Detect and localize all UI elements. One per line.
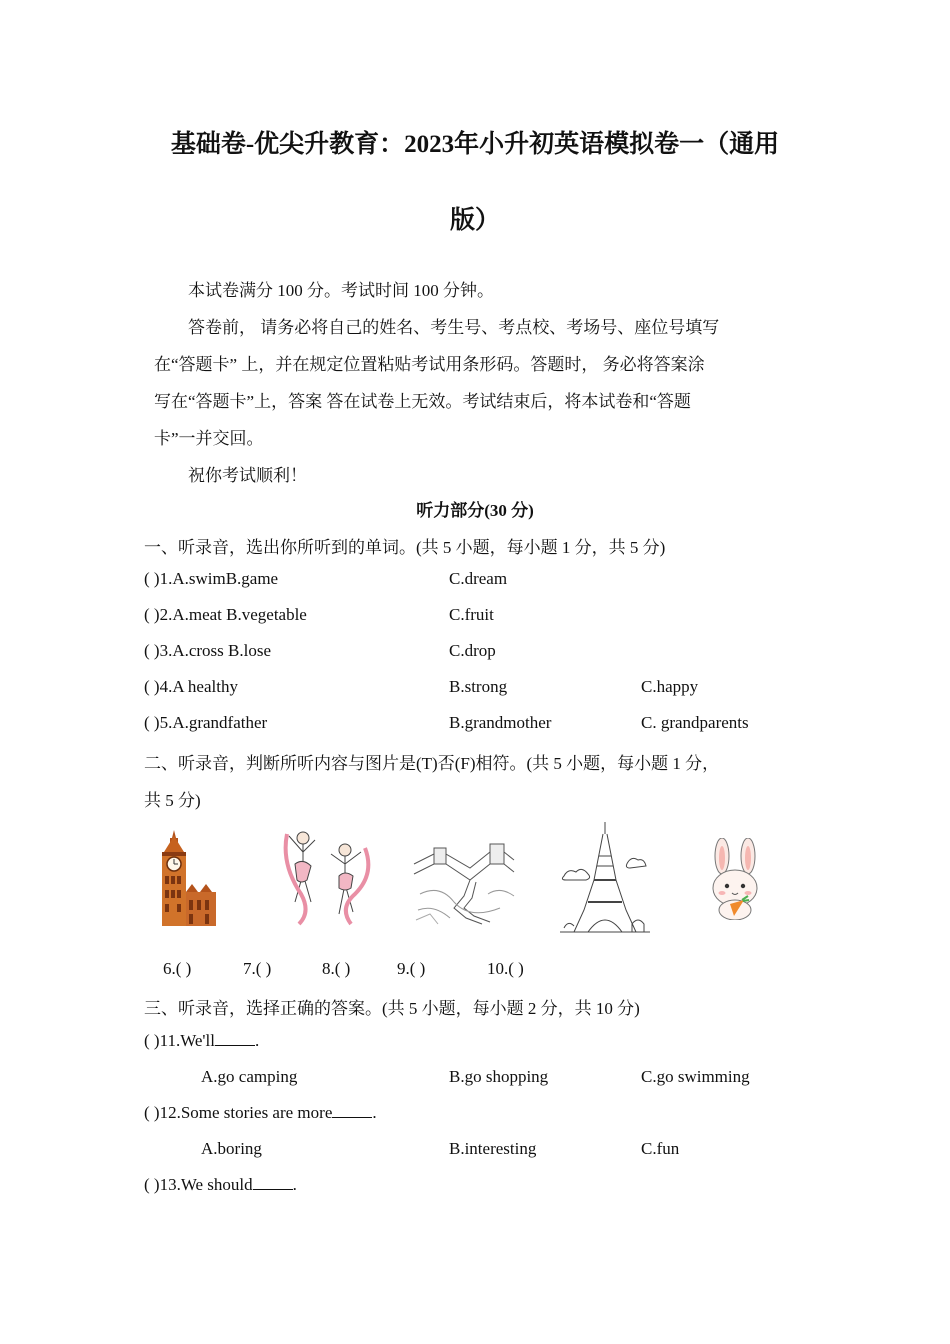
question-5-option-b: B.grandmother [449,713,552,732]
listening-section-header: 听力部分(30 分) [416,501,534,520]
instruction-line: 卡”一并交回。 [154,429,264,448]
rabbit-picture [704,838,766,920]
section2-heading: 二、听录音，判断所听内容与图片是(T)否(F)相符。(共 5 小题，每小题 1 分， [144,754,720,773]
question-1-option: C.dream [449,569,508,588]
question-4-option-c: C.happy [641,677,699,696]
question-4: ( )4.A healthy [144,677,238,696]
question-13 [144,1175,297,1195]
question-12-option-b: B.interesting [449,1139,537,1158]
question-13-end: . [292,1175,297,1194]
question-11-option-b: B.go shopping [449,1067,549,1086]
question-4-option-b: B.strong [449,677,508,696]
question-11-stem: ( )11.We'll [144,1031,215,1050]
question-11-option-c: C.go swimming [641,1067,750,1086]
score-time-text: 本试卷满分 100 分。考试时间 100 分钟。 [188,281,494,300]
answer-8: 8.( ) [322,959,351,978]
page-title-continued: 版） [449,207,500,234]
question-2: ( )2.A.meat B.vegetable [144,605,307,624]
question-13-stem: ( )13.We should [144,1175,253,1194]
dancers-picture [281,824,377,928]
question-3-option: C.drop [449,641,496,660]
answer-7: 7.( ) [243,959,272,978]
question-11 [144,1031,259,1051]
section1-heading: 一、听录音，选出你所听到的单词。(共 5 小题，每小题 1 分，共 5 分) [144,538,666,557]
section2-heading-continued: 共 5 分) [144,791,201,810]
question-12-stem: ( )12.Some stories are more [144,1103,333,1122]
instruction-line: 写在“答题卡”上，答案 答在试卷上无效。考试结束后，将本试卷和“答题 [154,392,691,411]
question-11-end: . [254,1031,260,1050]
question-12 [144,1103,377,1123]
instruction-line: 答卷前， 请务必将自己的姓名、考生号、考点校、考场号、座位号填写 [188,318,720,337]
section3-heading: 三、听录音，选择正确的答案。(共 5 小题，每小题 2 分，共 10 分) [144,999,640,1018]
big-ben-picture [156,830,220,926]
eiffel-tower-picture [558,820,652,934]
answer-blank [215,1031,255,1046]
instruction-line: 在“答题卡” 上，并在规定位置粘贴考试用条形码。答题时， 务必将答案涂 [154,355,705,374]
question-1: ( )1.A.swimB.game [144,569,279,588]
answer-9: 9.( ) [397,959,426,978]
page-title: 基础卷-优尖升教育：2023年小升初英语模拟卷一（通用 [170,131,780,158]
answer-blank [253,1175,293,1190]
question-3: ( )3.A.cross B.lose [144,641,272,660]
answer-6: 6.( ) [163,959,192,978]
question-12-end: . [372,1103,377,1122]
question-11-option-a: A.go camping [201,1067,298,1086]
answer-10: 10.( ) [487,959,524,978]
wish-text: 祝你考试顺利！ [188,466,307,485]
question-2-option: C.fruit [449,605,494,624]
question-12-option-c: C.fun [641,1139,680,1158]
great-wall-picture [410,824,518,932]
question-5: ( )5.A.grandfather [144,713,268,732]
answer-blank [332,1103,372,1118]
question-5-option-c: C. grandparents [641,713,749,732]
question-12-option-a: A.boring [201,1139,262,1158]
